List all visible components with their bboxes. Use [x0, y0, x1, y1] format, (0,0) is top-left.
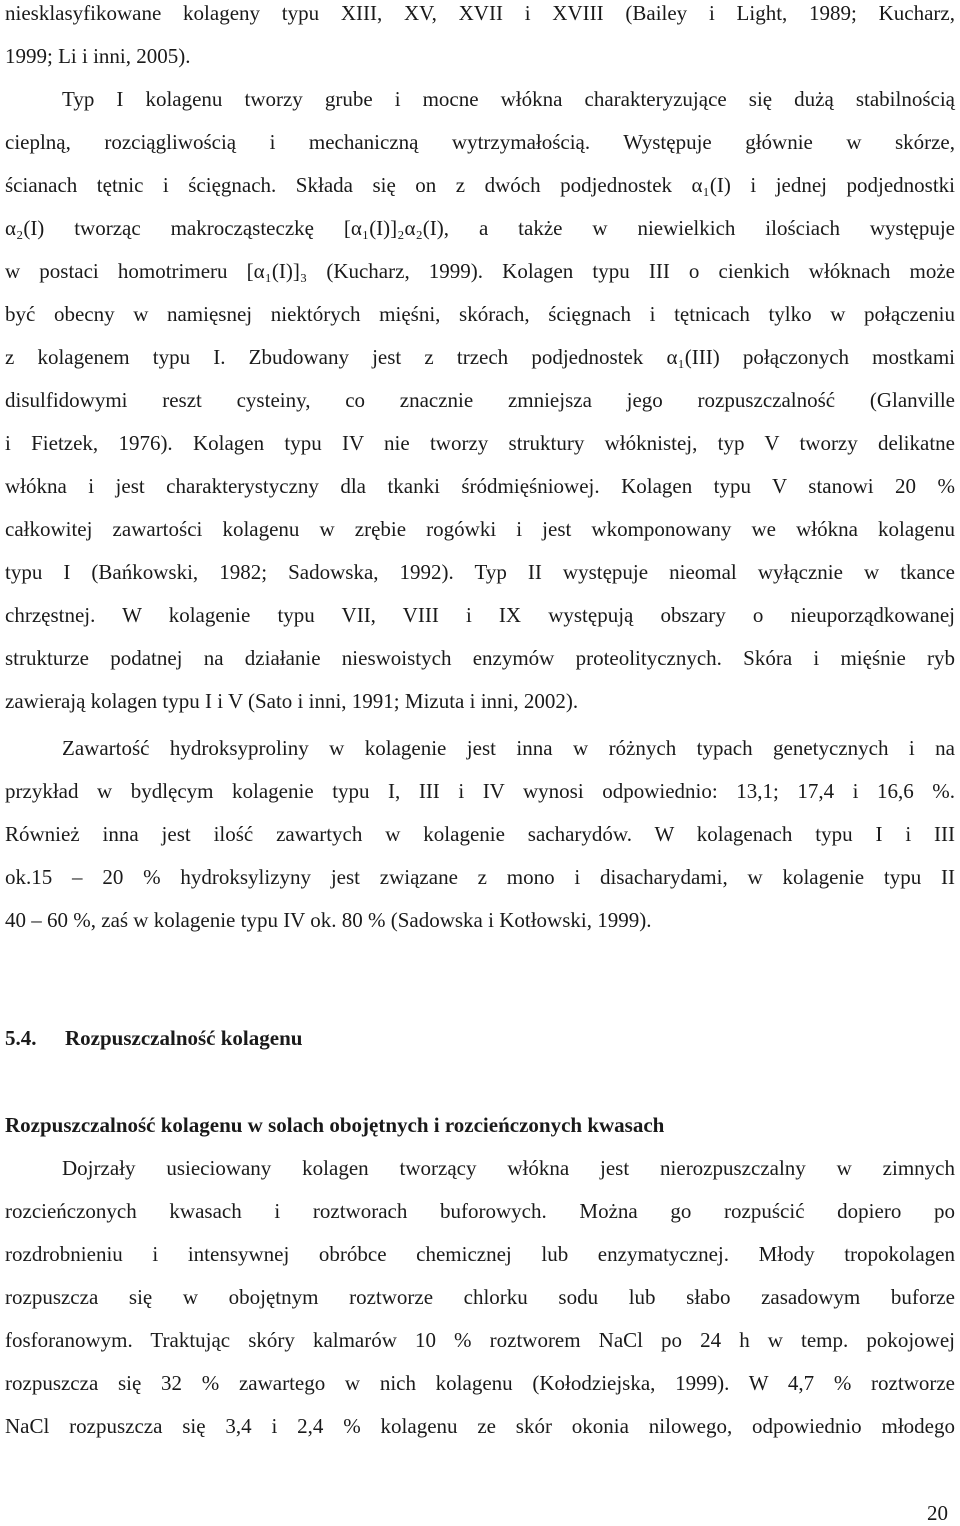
- text-line: Również inna jest ilość zawartych w kolagenie sacharydów. W kolagenach typu I i III: [5, 822, 955, 846]
- text-line: niesklasyfikowane kolageny typu XIII, XV, XVII i XVIII (Bailey i Light, 1989; Kucharz,: [5, 1, 955, 25]
- text-line: disulfidowymi reszt cysteiny, co znacznie zmniejsza jego rozpuszczalność (Glanville: [5, 388, 955, 412]
- text-line: α₂(I) tworząc makrocząsteczkę [α₁(I)]₂α₂(I), a także w niewielkich ilościach występuje: [5, 216, 955, 240]
- text-line: być obecny w namięsnej niektórych mięśni, skórach, ścięgnach i tętnicach tylko w połączeniu: [5, 302, 955, 326]
- text-line: Dojrzały usieciowany kolagen tworzący włókna jest nierozpuszczalny w zimnych: [62, 1156, 955, 1180]
- page-number: 20: [927, 1501, 948, 1525]
- text-line: typu I (Bańkowski, 1982; Sadowska, 1992). Typ II występuje nieomal wyłącznie w tkance: [5, 560, 955, 584]
- text-line: fosforanowym. Traktując skóry kalmarów 10 % roztworem NaCl po 24 h w temp. pokojowej: [5, 1328, 955, 1352]
- text-line: chrzęstnej. W kolagenie typu VII, VIII i IX występują obszary o nieuporządkowanej: [5, 603, 955, 627]
- section-title: Rozpuszczalność kolagenu: [65, 1026, 303, 1050]
- text-line: 40 – 60 %, zaś w kolagenie typu IV ok. 80 % (Sadowska i Kotłowski, 1999).: [5, 908, 652, 932]
- text-line: włókna i jest charakterystyczny dla tkanki śródmięśniowej. Kolagen typu V stanowi 20 %: [5, 474, 955, 498]
- text-line: zawierają kolagen typu I i V (Sato i inni, 1991; Mizuta i inni, 2002).: [5, 689, 579, 713]
- text-line: NaCl rozpuszcza się 3,4 i 2,4 % kolagenu ze skór okonia nilowego, odpowiednio młodego: [5, 1414, 955, 1438]
- text-line: rozcieńczonych kwasach i roztworach buforowych. Można go rozpuścić dopiero po: [5, 1199, 955, 1223]
- text-line: przykład w bydlęcym kolagenie typu I, III i IV wynosi odpowiednio: 13,1; 17,4 i 16,6 %.: [5, 779, 955, 803]
- text-line: rozpuszcza się w obojętnym roztworze chlorku sodu lub słabo zasadowym buforze: [5, 1285, 955, 1309]
- section-heading: [5, 1025, 302, 1051]
- text-line: rozdrobnieniu i intensywnej obróbce chemicznej lub enzymatycznej. Młody tropokolagen: [5, 1242, 955, 1266]
- text-line: Zawartość hydroksyproliny w kolagenie jest inna w różnych typach genetycznych i na: [62, 736, 955, 760]
- text-line: 1999; Li i inni, 2005).: [5, 44, 191, 68]
- section-number: 5.4.: [5, 1026, 37, 1050]
- text-line: strukturze podatnej na działanie nieswoistych enzymów proteolitycznych. Skóra i mięśnie ryb: [5, 646, 955, 670]
- text-line: rozpuszcza się 32 % zawartego w nich kolagenu (Kołodziejska, 1999). W 4,7 % roztworze: [5, 1371, 955, 1395]
- text-line: w postaci homotrimeru [α₁(I)]₃ (Kucharz, 1999). Kolagen typu III o cienkich włóknach może: [5, 259, 955, 283]
- text-line: całkowitej zawartości kolagenu w zrębie rogówki i jest wkomponowany we włókna kolagenu: [5, 517, 955, 541]
- text-line: Typ I kolagenu tworzy grube i mocne włókna charakteryzujące się dużą stabilnością: [62, 87, 955, 111]
- text-line: ścianach tętnic i ścięgnach. Składa się on z dwóch podjednostek α₁(I) i jednej podjednostki: [5, 173, 955, 197]
- text-line: z kolagenem typu I. Zbudowany jest z trzech podjednostek α₁(III) połączonych mostkami: [5, 345, 955, 369]
- text-line: cieplną, rozciągliwością i mechaniczną wytrzymałością. Występuje głównie w skórze,: [5, 130, 955, 154]
- text-line: i Fietzek, 1976). Kolagen typu IV nie tworzy struktury włóknistej, typ V tworzy delikatne: [5, 431, 955, 455]
- text-line: ok.15 – 20 % hydroksylizyny jest związane z mono i disacharydami, w kolagenie typu II: [5, 865, 955, 889]
- subsection-heading: Rozpuszczalność kolagenu w solach obojętnych i rozcieńczonych kwasach: [5, 1113, 665, 1137]
